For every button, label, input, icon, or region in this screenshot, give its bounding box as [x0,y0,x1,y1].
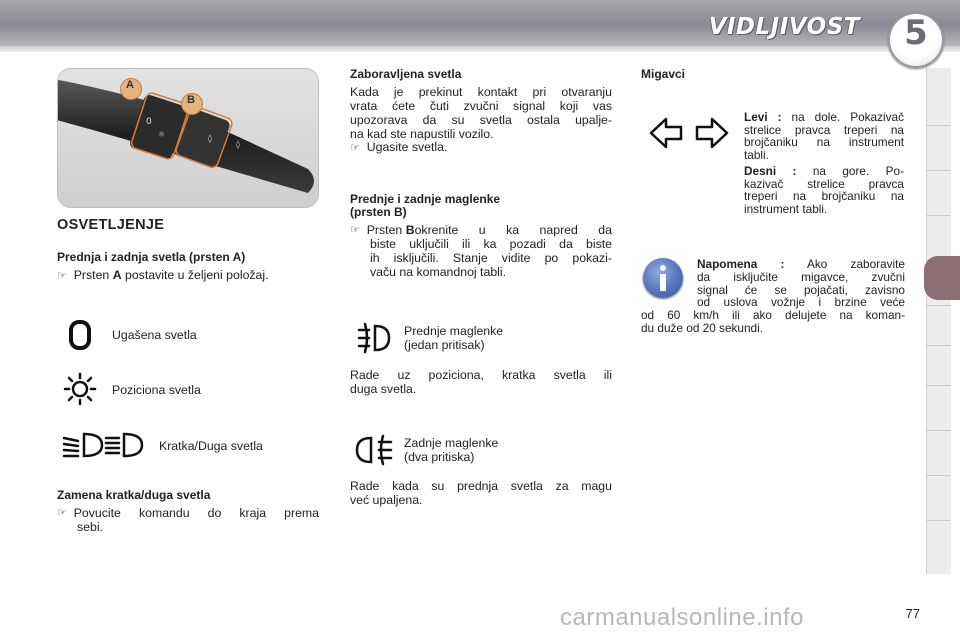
pointer-icon: ☞ [57,270,67,282]
switch-heading: Zamena kratka/duga svetla [57,488,211,502]
text: (dva pritiska) [404,450,475,464]
front-rear-text [57,268,269,283]
watermark: carmanualsonline.info [560,604,804,631]
lighting-stalk-photo [57,68,319,208]
text: na kad ste napustili vozilo. [350,127,494,141]
tab-divider [926,520,950,521]
text: postavite u željeni položaj. [121,268,269,282]
pointer-icon: ☞ [57,507,67,519]
text: Ako zaboravite [784,257,905,271]
text: Prednje maglenke [404,324,504,338]
text: kazivač strelice pravca [744,176,904,191]
text: sebi. [77,520,103,534]
text: signal će se pojačati, zavisno [697,282,905,297]
switch-text [57,506,319,534]
text: (jedan pritisak) [404,338,485,352]
note-text [641,258,905,335]
text: (prsten B) [350,205,407,219]
ring-a-label: A [126,79,134,91]
text: Prednje i zadnje maglenke [350,192,501,206]
tab-divider [926,475,950,476]
svg-text:◊: ◊ [236,140,240,149]
text-bold: Levi : [744,110,782,124]
fog-heading [350,193,500,219]
fog-text [350,223,612,279]
text: Prsten [73,268,113,282]
text: upozorava da su svetla ostala upalje- [350,113,612,127]
text: tabli. [744,147,769,162]
rear-fog-icon [355,432,395,468]
front-fog-text [350,368,612,396]
text: Prsten [366,223,403,237]
text: okrenite u ka napred da [414,223,612,237]
text-bold: A [112,268,122,282]
arrow-right-icon [694,115,730,151]
forgotten-text [350,85,612,141]
text: instrument tabli. [744,201,828,216]
chapter-number: 5 [904,13,928,53]
text: du duže od 20 sekundi. [641,320,763,335]
tab-divider [926,430,950,431]
page-number: 77 [905,606,920,621]
pointer-icon: ☞ [350,142,360,154]
pointer-icon: ☞ [350,224,360,236]
text: da isključite migavce, zvučni [697,269,905,284]
svg-text:0: 0 [146,117,152,127]
front-rear-heading: Prednja i zadnja svetla (prsten A) [57,250,246,264]
text: Zadnje maglenke [404,436,499,450]
front-fog-label [404,324,503,352]
text: Rade uz poziciona, kratka svetla ili [350,368,612,382]
text: Povucite komandu do kraja prema [73,506,319,520]
text: na dole. Pokazivač [781,110,904,124]
arrow-left-icon [648,115,684,151]
tab-divider [926,345,950,346]
front-fog-icon [355,320,395,356]
header-shadow [0,46,960,52]
tab-divider [926,125,950,126]
text-bold: B [405,223,415,237]
forgotten-bullet [350,140,447,155]
text: brojčaniku na instrument [744,135,904,149]
text-bold: Napomena : [697,257,785,271]
ring-b-label: B [187,94,195,106]
text: Kada je prekinut kontakt pri otvaranju [350,85,612,99]
dipped-main-beam-label: Kratka/Duga svetla [159,439,263,453]
svg-text:◊: ◊ [208,134,212,143]
text: od 60 km/h ili ako delujete na koman- [641,308,905,323]
tab-divider [926,170,950,171]
right-indicator-text [744,165,904,215]
lights-off-label: Ugašena svetla [112,328,197,342]
rear-fog-label [404,436,498,464]
tab-divider [926,215,950,216]
text-bold: Desni : [744,164,797,178]
text: vaču na komandnoj tabli. [370,265,507,279]
text: Ugasite svetla. [366,140,448,154]
tab-divider [926,385,950,386]
sidelights-label: Poziciona svetla [112,383,201,397]
section-title: OSVETLJENJE [57,217,165,233]
text: ih isključili. Stanje vidite po pokazi- [370,251,612,265]
text: već upaljena. [350,493,423,507]
chapter-tab-strip[interactable] [926,68,951,574]
text: biste uključili ili ka pozadi da biste [370,237,612,251]
text: strelice pravca treperi na [744,122,904,137]
forgotten-heading: Zaboravljena svetla [350,67,462,81]
text: Rade kada su prednja svetla za magu [350,479,612,493]
text: na gore. Po- [796,164,904,178]
sidelights-icon [62,372,98,406]
lights-off-icon [66,320,96,350]
chapter-tab-active[interactable] [924,256,960,300]
svg-text:☼: ☼ [158,130,166,139]
chapter-title: VIDLJIVOST [708,14,860,40]
dipped-main-beam-icon [62,430,146,460]
text: vrata ćete čuti zvučni signal koji vas [350,99,612,113]
tab-divider [926,305,950,306]
left-indicator-text [744,111,904,161]
text: duga svetla. [350,382,417,396]
text: od uslova vožnje i brzine veće [697,295,905,310]
indicators-heading: Migavci [641,67,686,81]
text: treperi na brojčaniku na [744,189,904,203]
rear-fog-text [350,479,612,507]
